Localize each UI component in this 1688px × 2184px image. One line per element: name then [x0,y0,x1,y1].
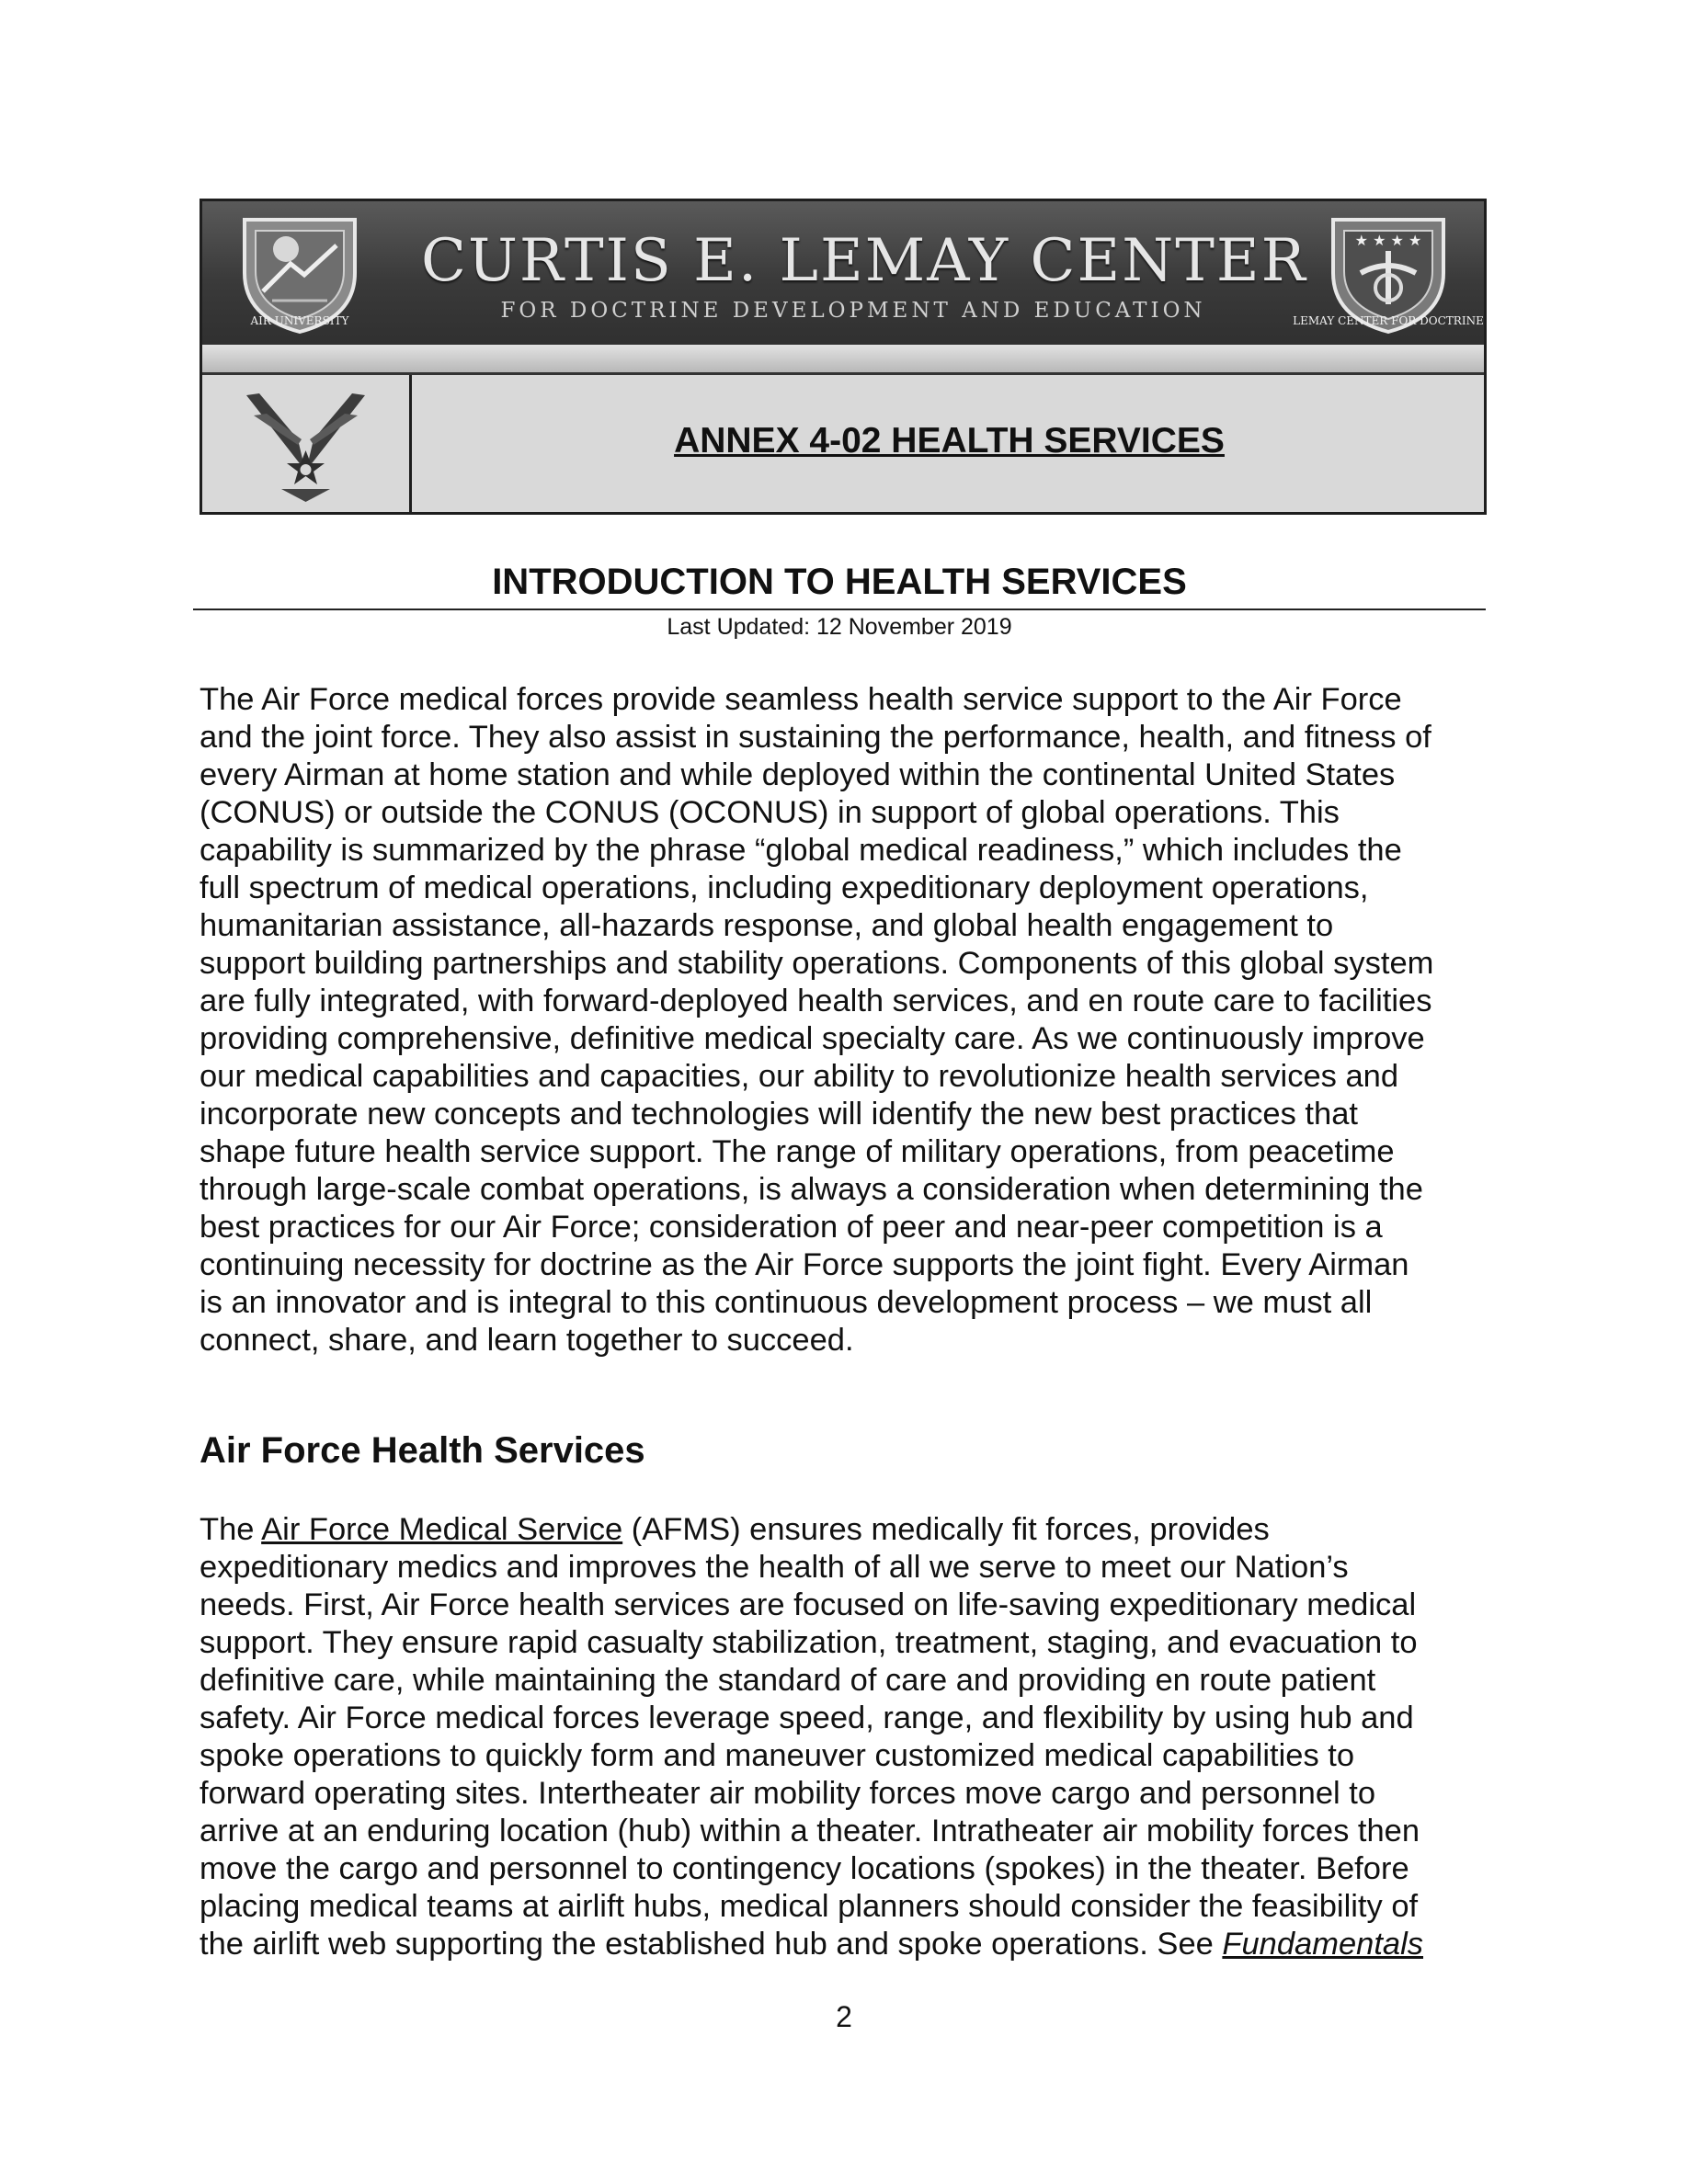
text-line: through large-scale combat operations, is always a consideration when determining the [200,1172,1423,1207]
air-university-seal-icon [235,209,364,337]
text-line: connect, share, and learn together to succeed. [200,1323,854,1358]
svg-text:LEMAY CENTER FOR DOCTRINE: LEMAY CENTER FOR DOCTRINE [1293,314,1484,327]
text-line: every Airman at home station and while deployed within the continental United States [200,757,1396,792]
text-line: are fully integrated, with forward-deployed health services, and en route care to facilities [200,984,1432,1018]
text-line: placing medical teams at airlift hubs, medical planners should consider the feasibility of [200,1889,1419,1924]
annex-title: ANNEX 4-02 HEALTH SERVICES [674,421,1225,461]
text-line: and the joint force. They also assist in sustaining the performance, health, and fitness of [200,720,1431,755]
text-line: shape future health service support. The range of military operations, from peacetime [200,1134,1395,1169]
intro-paragraph [200,681,1505,1359]
lemay-center-seal-icon [1293,209,1484,337]
air-force-wings-icon [202,375,409,513]
doctrine-banner [200,199,1487,515]
text-line: move the cargo and personnel to contingency locations (spokes) in the theater. Before [200,1851,1409,1886]
text-line: full spectrum of medical operations, including expeditionary deployment operations, [200,870,1369,905]
text-line: humanitarian assistance, all-hazards response, and global health engagement to [200,908,1334,943]
text-line: spoke operations to quickly form and maneuver customized medical capabilities to [200,1738,1355,1773]
text-line: definitive care, while maintaining the standard of care and providing en route patient [200,1663,1376,1698]
page-number: 2 [836,2000,852,2033]
banner-header [202,201,1484,345]
section-heading: Air Force Health Services [200,1430,645,1471]
title-rule [193,609,1486,610]
text-line: our medical capabilities and capacities, our ability to revolutionize health services and [200,1059,1399,1094]
banner-lower-row [202,375,1484,512]
text-line: support building partnerships and stability operations. Components of this global system [200,946,1434,981]
center-subtitle: FOR DOCTRINE DEVELOPMENT AND EDUCATION [500,299,1206,323]
afms-paragraph [200,1511,1505,1963]
text-line: continuing necessity for doctrine as the Air Force supports the joint fight. Every Airman [200,1247,1409,1282]
text-line: safety. Air Force medical forces leverage speed, range, and flexibility by using hub and [200,1701,1414,1735]
banner-divider-band [202,345,1484,375]
text-line: incorporate new concepts and technologies will identify the new best practices that [200,1097,1358,1132]
last-updated: Last Updated: 12 November 2019 [667,614,1012,640]
text-line: arrive at an enduring location (hub) within a theater. Intratheater air mobility forces then [200,1814,1420,1848]
afms-link[interactable]: Air Force Medical Service [261,1512,623,1547]
text-line: (CONUS) or outside the CONUS (OCONUS) in support of global operations. This [200,795,1340,830]
text-line: needs. First, Air Force health services are focused on life-saving expeditionary medical [200,1587,1417,1622]
center-title: CURTIS E. LEMAY CENTER [421,227,1307,295]
page-title: INTRODUCTION TO HEALTH SERVICES [492,562,1187,602]
air-force-symbol-cell [202,375,412,512]
text-line: best practices for our Air Force; consideration of peer and near-peer competition is a [200,1210,1383,1245]
svg-text:AIR UNIVERSITY: AIR UNIVERSITY [250,314,349,327]
fundamentals-link[interactable]: Fundamentals [1222,1927,1424,1962]
text-line: The Air Force Medical Service (AFMS) ensures medically fit forces, provides [200,1512,1270,1547]
text-line: capability is summarized by the phrase “global medical readiness,” which includes the [200,833,1402,868]
svg-text:★ ★ ★ ★: ★ ★ ★ ★ [1354,232,1422,249]
text-line: expeditionary medics and improves the health of all we serve to meet our Nation’s [200,1550,1349,1585]
text-line: is an innovator and is integral to this continuous development process – we must all [200,1285,1373,1320]
text-line: support. They ensure rapid casualty stabilization, treatment, staging, and evacuation to [200,1625,1418,1660]
text-line: forward operating sites. Intertheater air mobility forces move cargo and personnel to [200,1776,1376,1811]
text-line: the airlift web supporting the established hub and spoke operations. See Fundamentals [200,1927,1424,1962]
text-line: providing comprehensive, definitive medical specialty care. As we continuously improve [200,1021,1425,1056]
text-line: The Air Force medical forces provide seamless health service support to the Air Force [200,682,1402,717]
